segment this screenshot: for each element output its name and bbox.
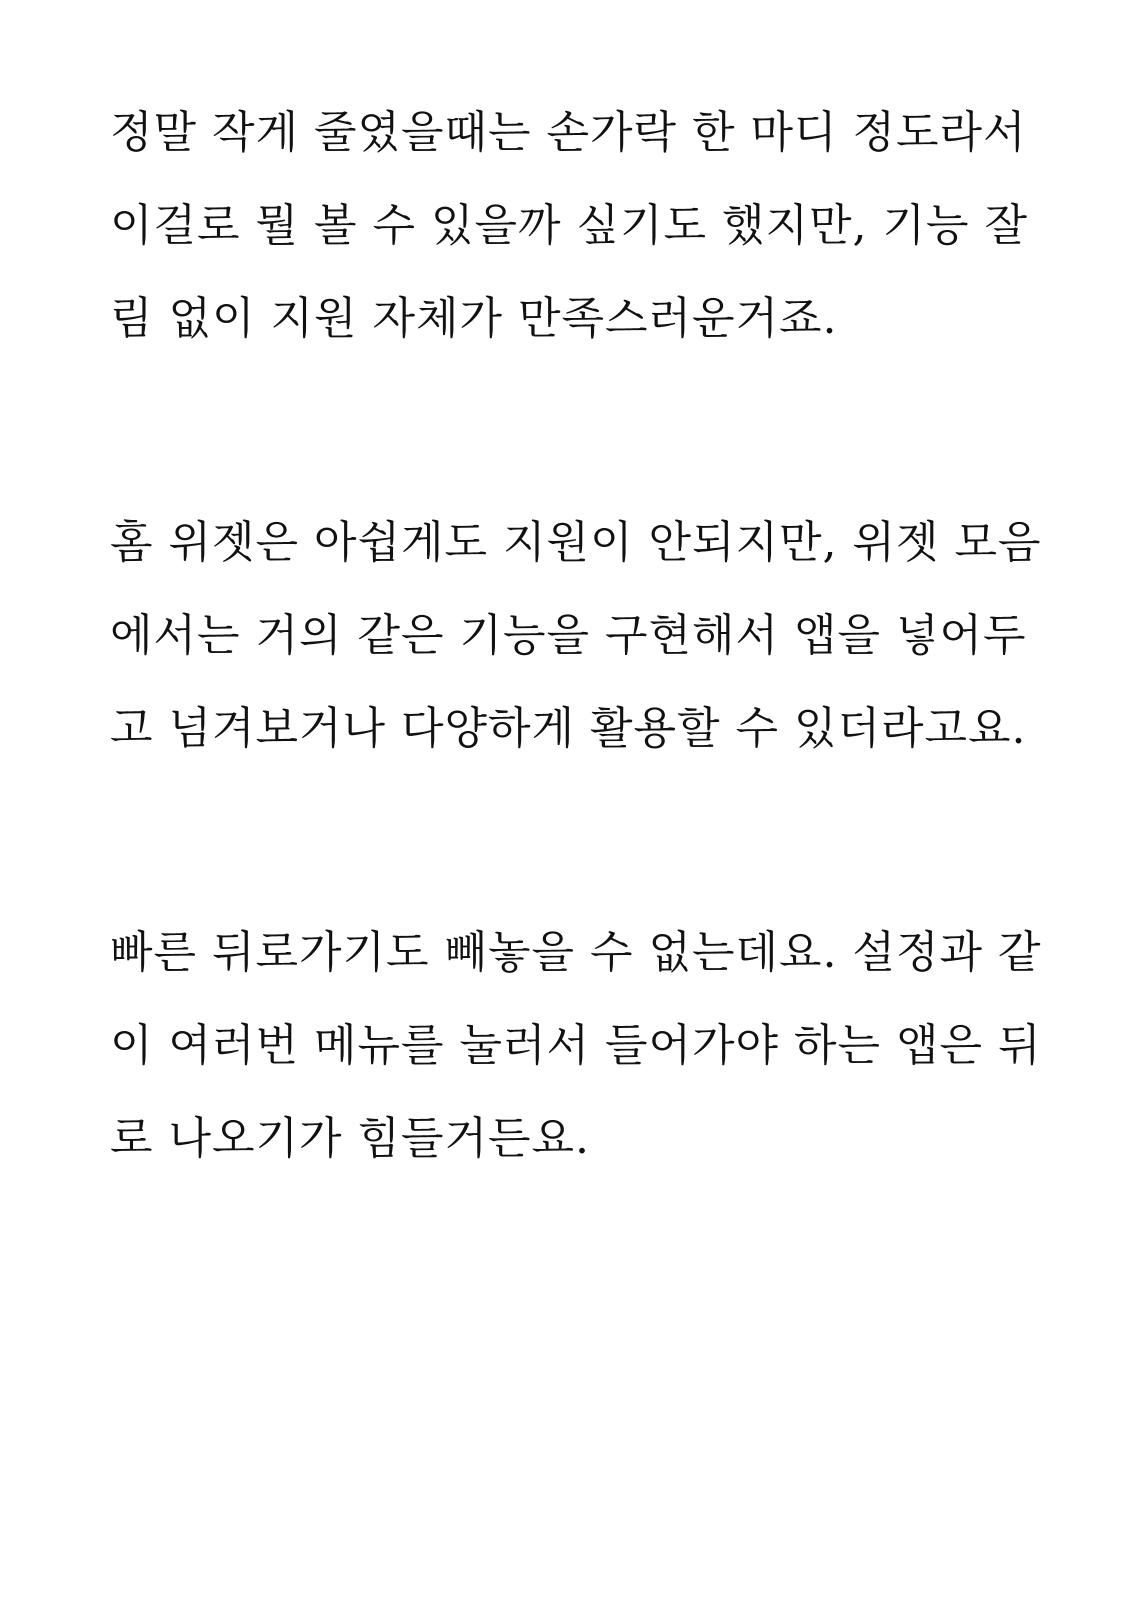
text-line: 에서는 거의 같은 기능을 구현해서 앱을 넣어두	[110, 610, 1027, 661]
text-line: 홈 위젯은 아쉽게도 지원이 안되지만, 위젯 모음	[110, 517, 1042, 568]
text-line: 정말 작게 줄였을때는 손가락 한 마디 정도라서	[110, 107, 1027, 158]
text-line: 빠른 뒤로가기도 빼놓을 수 없는데요. 설정과 같	[110, 927, 1042, 978]
text-line: 이걸로 뭘 볼 수 있을까 싶기도 했지만, 기능 잘	[110, 200, 1028, 251]
text-line: 로 나오기가 힘들거든요.	[110, 1113, 590, 1164]
text-line: 고 넘겨보거나 다양하게 활용할 수 있더라고요.	[110, 703, 1027, 754]
text-line: 림 없이 지원 자체가 만족스러운거죠.	[110, 293, 838, 344]
text-line: 이 여러번 메뉴를 눌러서 들어가야 하는 앱은 뒤	[110, 1020, 1042, 1071]
paragraph-widget-size	[110, 98, 1028, 377]
paragraph-home-widget	[110, 508, 1042, 787]
paragraph-quick-back	[110, 918, 1042, 1197]
